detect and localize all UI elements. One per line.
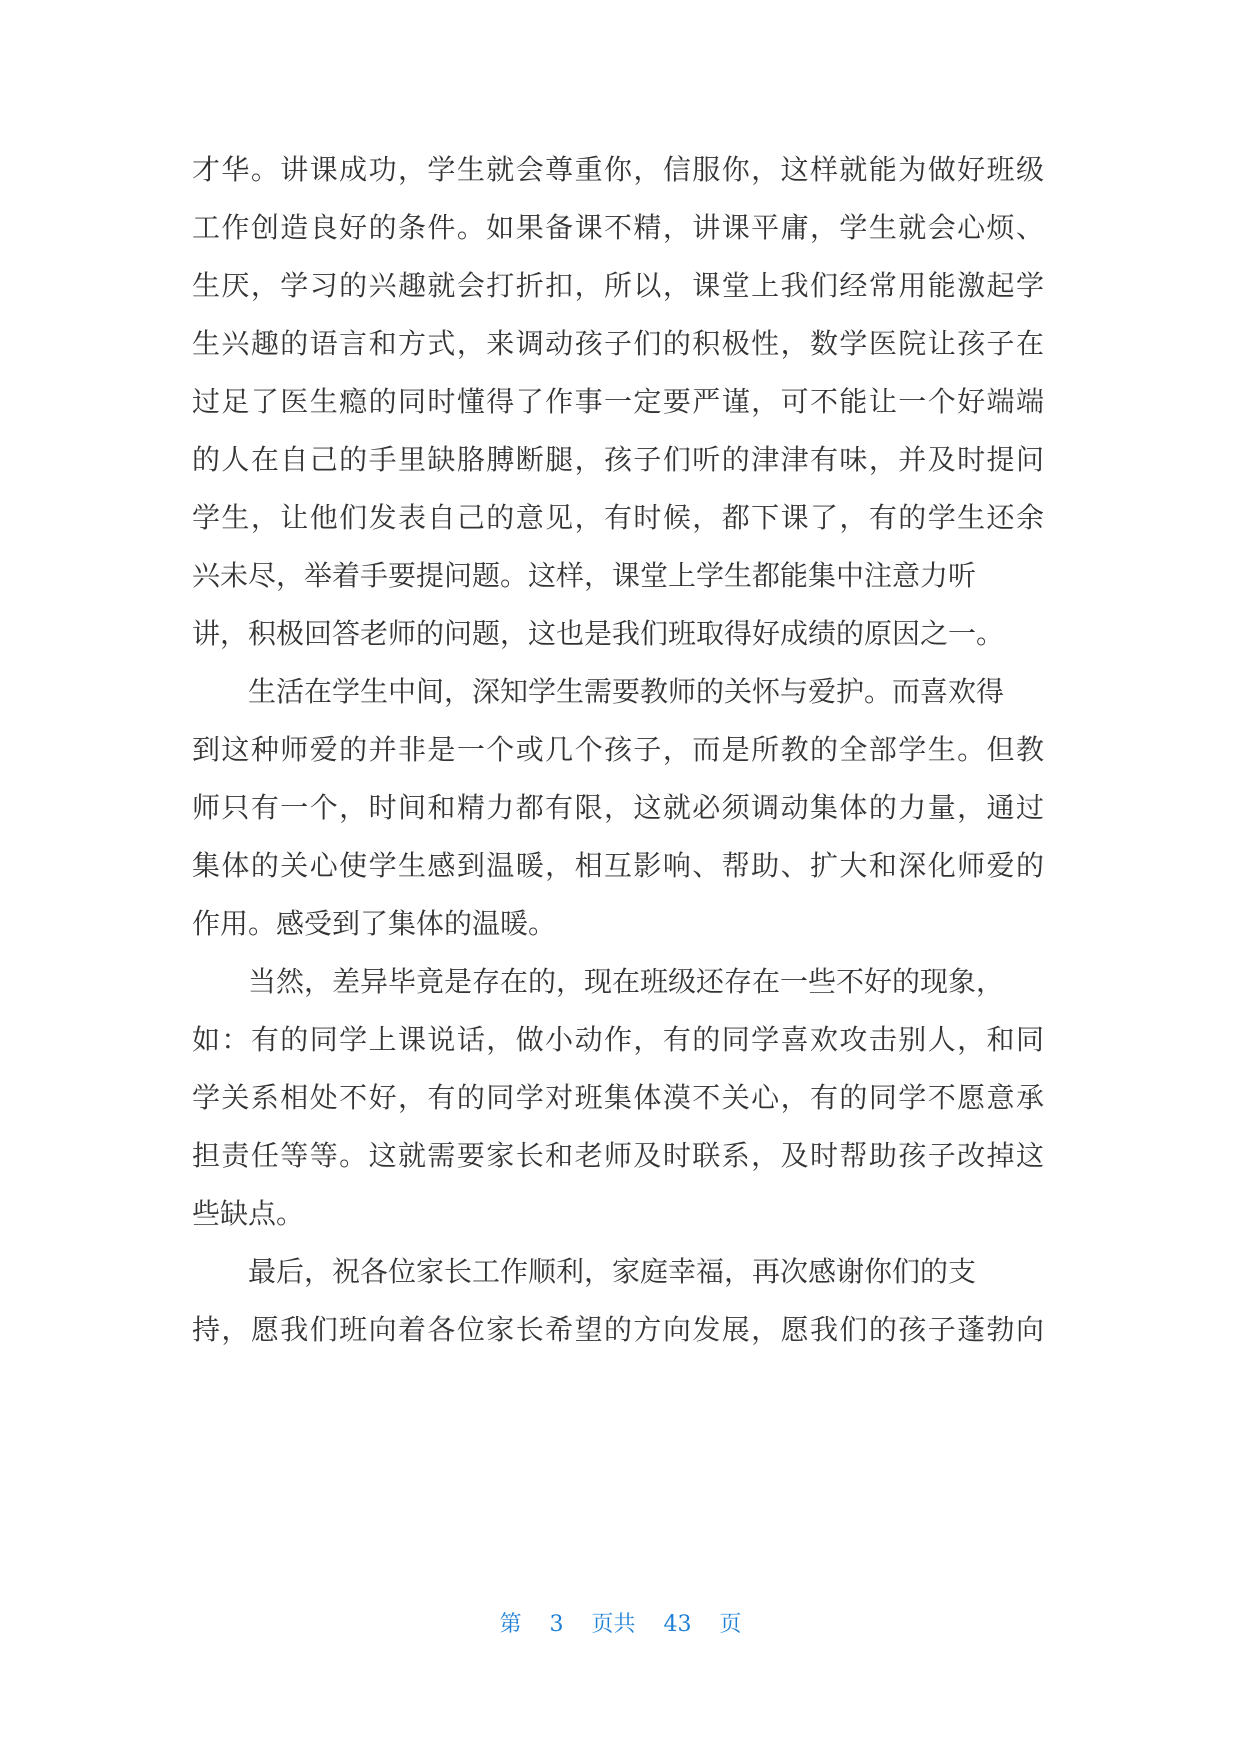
text-line: 讲，积极回答老师的问题，这也是我们班取得好成绩的原因之一。	[192, 617, 1005, 650]
footer-prefix: 第	[499, 1612, 522, 1637]
text-line: 学关系相处不好，有的同学对班集体漠不关心，有的同学不愿意承	[192, 1081, 1044, 1114]
text-line: 担责任等等。这就需要家长和老师及时联系，及时帮助孩子改掉这	[192, 1139, 1044, 1172]
total-pages: 43	[663, 1612, 692, 1637]
text-line: 如：有的同学上课说话，做小动作，有的同学喜欢攻击别人，和同	[192, 1023, 1044, 1056]
text-line: 过足了医生瘾的同时懂得了作事一定要严谨，可不能让一个好端端	[192, 385, 1044, 418]
text-line: 才华。讲课成功，学生就会尊重你，信服你，这样就能为做好班级	[192, 153, 1044, 186]
page-footer	[0, 1610, 1241, 1640]
text-line: 些缺点。	[192, 1197, 305, 1230]
text-line: 生兴趣的语言和方式，来调动孩子们的积极性，数学医院让孩子在	[192, 327, 1044, 360]
current-page-number: 3	[549, 1612, 564, 1637]
paragraph-first-line: 生活在学生中间，深知学生需要教师的关怀与爱护。而喜欢得	[248, 675, 1005, 708]
footer-suffix: 页	[719, 1612, 742, 1637]
text-line: 集体的关心使学生感到温暖，相互影响、帮助、扩大和深化师爱的	[192, 849, 1044, 882]
paragraph-first-line: 当然，差异毕竟是存在的，现在班级还存在一些不好的现象，	[248, 965, 1005, 998]
text-line: 工作创造良好的条件。如果备课不精，讲课平庸，学生就会心烦、	[192, 211, 1044, 244]
text-line: 到这种师爱的并非是一个或几个孩子，而是所教的全部学生。但教	[192, 733, 1044, 766]
footer-middle: 页共	[591, 1612, 636, 1637]
text-line: 兴未尽，举着手要提问题。这样，课堂上学生都能集中注意力听	[192, 559, 977, 592]
text-line: 的人在自己的手里缺胳膊断腿，孩子们听的津津有味，并及时提问	[192, 443, 1044, 476]
text-line: 作用。感受到了集体的温暖。	[192, 907, 557, 940]
paragraph-first-line: 最后，祝各位家长工作顺利，家庭幸福，再次感谢你们的支	[248, 1255, 977, 1288]
text-line: 持，愿我们班向着各位家长希望的方向发展，愿我们的孩子蓬勃向	[192, 1313, 1044, 1346]
text-line: 师只有一个，时间和精力都有限，这就必须调动集体的力量，通过	[192, 791, 1044, 824]
text-line: 生厌，学习的兴趣就会打折扣，所以，课堂上我们经常用能激起学	[192, 269, 1044, 302]
text-line: 学生，让他们发表自己的意见，有时候，都下课了，有的学生还余	[192, 501, 1044, 534]
